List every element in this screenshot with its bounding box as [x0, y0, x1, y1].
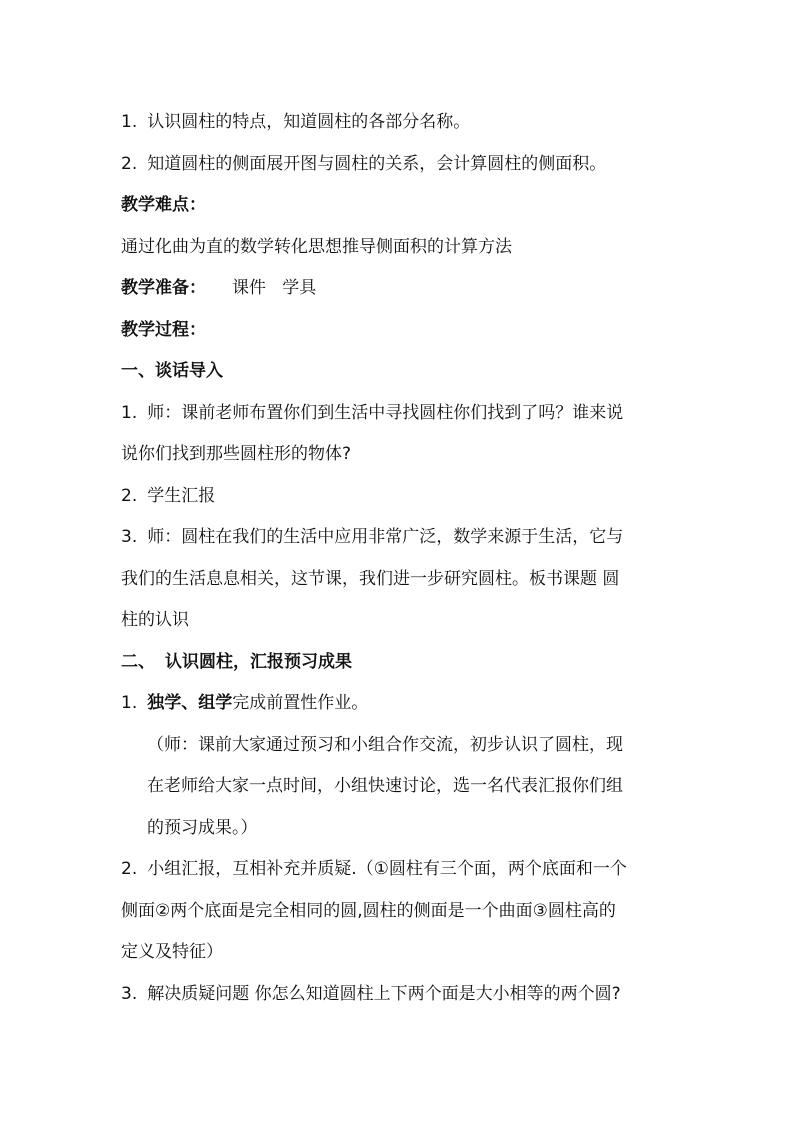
- preparation-value: 课件 学具: [232, 278, 317, 298]
- objective-2-text: 知道圆柱的侧面展开图与圆柱的关系，会计算圆柱的侧面积。: [147, 153, 607, 174]
- section-1-item-1-number: 1.: [121, 402, 138, 423]
- objective-2: [121, 144, 666, 186]
- objective-1: [121, 102, 666, 144]
- section-2-item-2-text: 小组汇报，互相补充并质疑.（①圆柱有三个面，两个底面和一个: [147, 859, 627, 879]
- section-2-item-3-text: 解决质疑问题 你怎么知道圆柱上下两个面是大小相等的两个圆?: [147, 983, 621, 1004]
- teacher-note-line-2: 在老师给大家一点时间，小组快速讨论，选一名代表汇报你们组: [147, 776, 623, 796]
- section-2-title: 认识圆柱，汇报预习成果: [165, 651, 352, 672]
- section-2-item-1-text: 完成前置性作业。: [232, 693, 369, 713]
- section-1-heading: 一、谈话导入: [121, 361, 223, 381]
- section-1-item-2-number: 2.: [121, 485, 138, 506]
- process-heading: 教学过程：: [121, 319, 206, 340]
- section-2-item-1-number: 1.: [121, 693, 138, 713]
- section-2-item-1-bold: 独学、组学: [147, 693, 233, 713]
- section-2-item-2-number: 2.: [121, 859, 138, 879]
- section-1-item-3-line-2: 我们的生活息息相关，这节课，我们进一步研究圆柱。板书课题 圆: [121, 568, 620, 589]
- difficulty-heading: 教学难点：: [121, 195, 206, 215]
- section-2-item-2-line-1: [121, 849, 666, 891]
- section-2-item-2-line-2: 侧面②两个底面是完全相同的圆,圆柱的侧面是一个曲面③圆柱高的: [121, 900, 616, 921]
- section-2-item-3: [121, 974, 666, 1016]
- section-1-item-3-number: 3.: [121, 527, 138, 547]
- section-1-item-1-line-2: 说你们找到那些圆柱形的物体?: [121, 444, 352, 464]
- section-1-item-3-line-3: 柱的认识: [121, 610, 189, 630]
- section-2-item-3-number: 3.: [121, 983, 138, 1004]
- section-1-item-1-line-1: [121, 393, 666, 435]
- preparation-label: 教学准备：: [121, 278, 206, 298]
- objective-1-number: 1.: [121, 112, 138, 132]
- difficulty-text: 通过化曲为直的数学转化思想推导侧面积的计算方法: [121, 236, 512, 257]
- section-1-item-3-line-1: [121, 517, 666, 559]
- section-1-item-2-text: 学生汇报: [147, 485, 216, 506]
- section-1-item-3-text: 师：圆柱在我们的生活中应用非常广泛，数学来源于生活，它与: [147, 527, 624, 547]
- teacher-note-line-1: （师：课前大家通过预习和小组合作交流，初步认识了圆柱，现: [147, 734, 623, 755]
- objective-1-text: 认识圆柱的特点，知道圆柱的各部分名称。: [147, 112, 471, 132]
- teacher-note-line-3: 的预习成果。）: [147, 817, 258, 838]
- section-2-item-2-line-3: 定义及特征）: [121, 942, 223, 962]
- section-2-item-1: [121, 683, 666, 725]
- section-1-item-2: [121, 476, 666, 518]
- section-2-number: 二、: [121, 651, 155, 672]
- document-body: [121, 102, 666, 1015]
- section-2-heading: [121, 642, 666, 684]
- preparation-line: [121, 268, 666, 310]
- objective-2-number: 2.: [121, 153, 138, 174]
- section-1-item-1-text: 师：课前老师布置你们到生活中寻找圆柱你们找到了吗？谁来说: [147, 402, 624, 423]
